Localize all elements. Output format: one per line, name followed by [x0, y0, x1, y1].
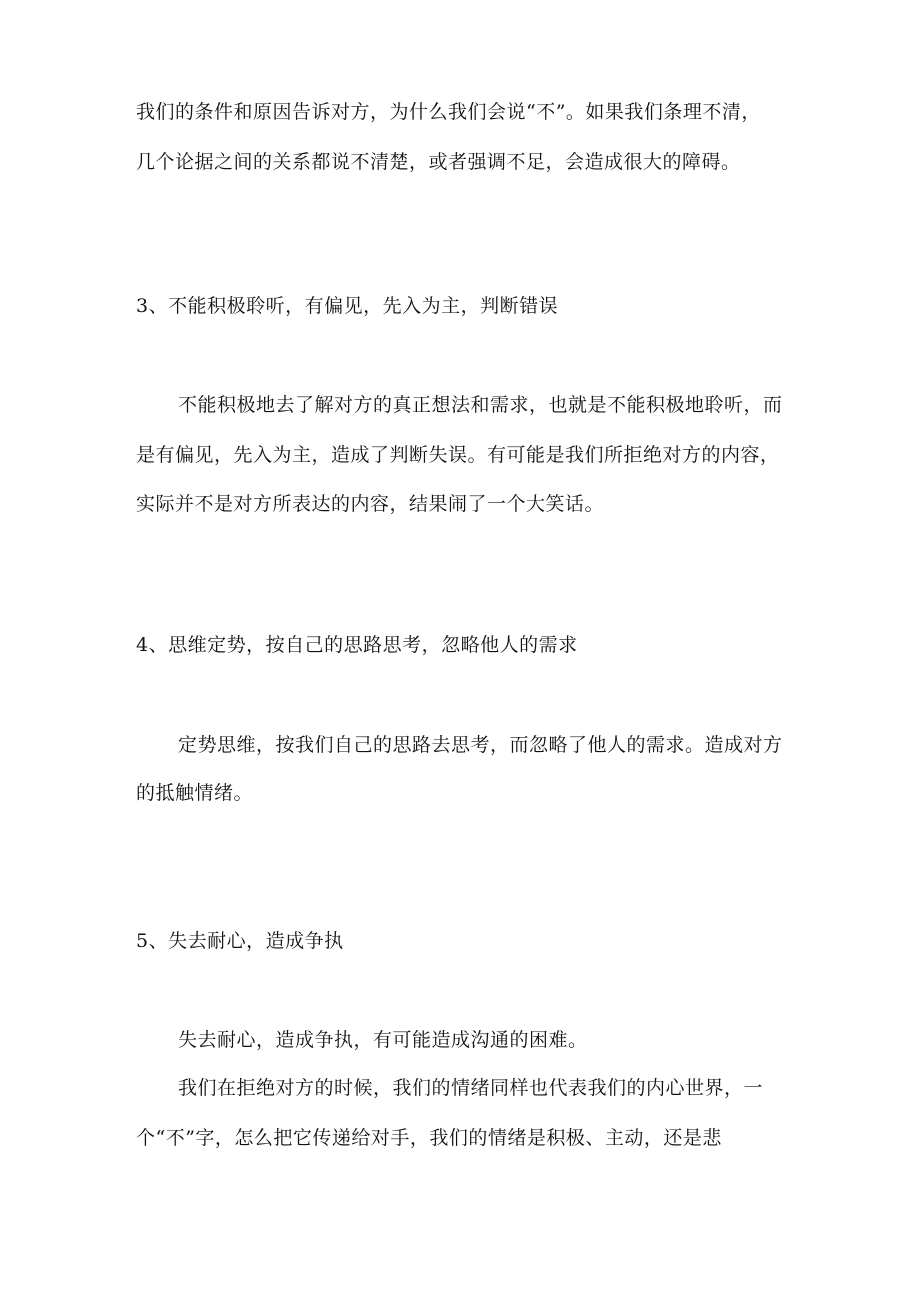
- paragraph-line: 实际并不是对方所表达的内容，结果闹了一个大笑话。: [136, 493, 605, 515]
- section-heading: 5、失去耐心，造成争执: [136, 930, 344, 952]
- paragraph-line: 我们在拒绝对方的时候，我们的情绪同样也代表我们的内心世界，一: [178, 1077, 764, 1099]
- paragraph-line: 的抵触情绪。: [136, 782, 254, 804]
- section-heading: 3、不能积极聆听，有偏见，先入为主，判断错误: [136, 295, 559, 317]
- paragraph-line: 失去耐心，造成争执，有可能造成沟通的困难。: [178, 1029, 588, 1051]
- paragraph-line: 不能积极地去了解对方的真正想法和需求，也就是不能积极地聆听，而: [178, 394, 783, 416]
- paragraph-line: 我们的条件和原因告诉对方，为什么我们会说“不”。如果我们条理不清，: [136, 101, 761, 123]
- paragraph-line: 是有偏见，先入为主，造成了判断失误。有可能是我们所拒绝对方的内容，: [136, 444, 780, 466]
- paragraph-line: 个“不”字，怎么把它传递给对手，我们的情绪是积极、主动，还是悲: [136, 1127, 722, 1149]
- paragraph-line: 定势思维，按我们自己的思路去思考，而忽略了他人的需求。造成对方: [178, 734, 783, 756]
- paragraph-line: 几个论据之间的关系都说不清楚，或者强调不足，会造成很大的障碍。: [136, 151, 741, 173]
- section-heading: 4、思维定势，按自己的思路思考，忽略他人的需求: [136, 634, 578, 656]
